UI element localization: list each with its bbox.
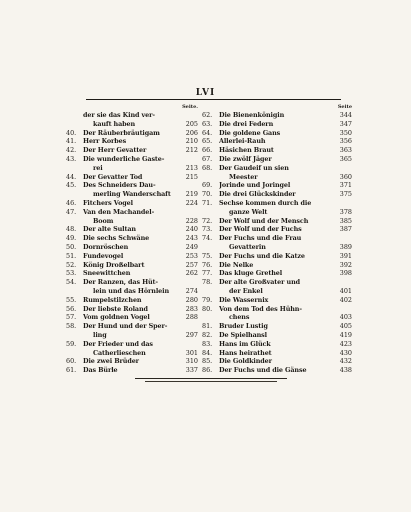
toc-entry — [66, 287, 198, 296]
toc-entry — [202, 313, 352, 322]
footer-rule-thin — [145, 381, 277, 382]
toc-entry-title: Herr Korbes — [83, 137, 127, 146]
toc-entry — [202, 199, 352, 208]
toc-entry — [202, 155, 352, 164]
toc-entry-title: Der liebste Roland — [83, 304, 148, 313]
toc-entry — [202, 366, 352, 375]
header-rule — [86, 99, 341, 100]
toc-entry-page: 213 — [185, 163, 198, 172]
toc-entry-number: 40. — [66, 128, 77, 137]
toc-entry-title: Häsichen Braut — [219, 146, 274, 155]
toc-entry-title: Die Goldkinder — [219, 357, 272, 366]
toc-entry-page: 360 — [339, 172, 352, 181]
toc-entry-number: 54. — [66, 278, 77, 287]
toc-entry-page: 405 — [339, 322, 352, 331]
toc-entry-title: De Spielhansl — [219, 330, 267, 339]
toc-entry-title: der sie das Kind ver- — [83, 111, 155, 119]
toc-entry-title: Die Bienenkönigin — [219, 111, 285, 119]
toc-entry — [66, 349, 198, 358]
toc-entry-page: 274 — [185, 286, 198, 295]
toc-entry-number: 68. — [202, 163, 213, 172]
toc-entry-title: Die drei Glückskinder — [219, 190, 296, 199]
toc-entry-number: 56. — [66, 304, 77, 313]
toc-entry — [66, 146, 198, 155]
toc-entry-number: 63. — [202, 119, 213, 128]
toc-entry-number: 48. — [66, 225, 77, 234]
toc-entry-page: 310 — [185, 357, 198, 366]
toc-entry-number: 75. — [202, 251, 213, 260]
toc-entry — [202, 349, 352, 358]
toc-entry-title: rei — [93, 163, 103, 172]
toc-entry-page: 378 — [339, 207, 352, 216]
toc-entry-title: Der Frieder und das — [83, 339, 153, 348]
toc-entry-page: 210 — [185, 137, 198, 146]
toc-entry — [202, 129, 352, 138]
toc-entry-number: 72. — [202, 216, 213, 225]
toc-entry-page: 205 — [185, 119, 198, 128]
toc-entry — [66, 331, 198, 340]
toc-entry-page: 389 — [339, 242, 352, 251]
toc-entry-number: 71. — [202, 198, 213, 207]
toc-entry-number: 51. — [66, 251, 77, 260]
toc-entry — [202, 269, 352, 278]
toc-entry — [66, 137, 198, 146]
toc-entry-title: Der Fuchs und die Katze — [219, 251, 305, 260]
toc-entry — [202, 164, 352, 173]
toc-entry-title: Der Wolf und der Fuchs — [219, 225, 302, 234]
toc-entry-title: Die zwei Brüder — [83, 357, 139, 366]
toc-entry-title: der Enkel — [229, 286, 263, 295]
toc-entry-number: 79. — [202, 295, 213, 304]
toc-entry-title: Rumpelstilzchen — [83, 295, 142, 304]
toc-entry-title: Die wunderliche Gaste- — [83, 154, 165, 163]
toc-entry-page: 253 — [185, 251, 198, 260]
toc-entry — [66, 269, 198, 278]
toc-entry — [202, 120, 352, 129]
toc-entry — [202, 287, 352, 296]
toc-entry — [66, 181, 198, 190]
toc-entry-page: 344 — [339, 111, 352, 119]
page-column-header: Seite. — [182, 104, 198, 110]
toc-entry — [202, 111, 352, 120]
page-number: LVI — [195, 88, 216, 98]
toc-entry — [202, 243, 352, 252]
toc-entry-title: Van den Machandel- — [83, 207, 155, 216]
toc-entry — [66, 208, 198, 217]
toc-entry-page: 206 — [185, 128, 198, 137]
toc-entry-page: 288 — [185, 313, 198, 322]
toc-entry-title: Sechse kommen durch die — [219, 198, 312, 207]
toc-list-left — [66, 111, 198, 375]
toc-entry-page: 391 — [339, 251, 352, 260]
toc-entry — [202, 331, 352, 340]
toc-entry-number: 55. — [66, 295, 77, 304]
toc-entry-page: 371 — [339, 181, 352, 190]
toc-entry-page: 350 — [339, 128, 352, 137]
toc-entry — [202, 305, 352, 314]
toc-entry-title: Dornröschen — [83, 242, 129, 251]
toc-entry-number: 50. — [66, 242, 77, 251]
toc-entry-page: 401 — [339, 286, 352, 295]
toc-entry-number: 49. — [66, 234, 77, 243]
toc-entry-page: 392 — [339, 260, 352, 269]
toc-entry — [66, 120, 198, 129]
toc-entry — [202, 217, 352, 226]
toc-entry — [202, 296, 352, 305]
toc-entry — [202, 234, 352, 243]
toc-entry-page: 347 — [339, 119, 352, 128]
toc-entry-page: 249 — [185, 242, 198, 251]
toc-entry-title: Der Fuchs und die Gänse — [219, 366, 307, 375]
toc-entry-title: Der Fuchs und die Frau — [219, 234, 302, 243]
toc-entry-title: Der Räuberbräutigam — [83, 128, 160, 137]
toc-entry — [202, 322, 352, 331]
toc-entry-title: Der Gaudeif un sien — [219, 163, 289, 172]
toc-entry-page: 297 — [185, 330, 198, 339]
toc-entry-title: Hans heirathet — [219, 348, 272, 357]
toc-entry — [66, 313, 198, 322]
toc-entry-title: kauft haben — [93, 119, 136, 128]
toc-entry-page: 215 — [185, 172, 198, 181]
toc-entry-number: 76. — [202, 260, 213, 269]
toc-entry-page: 363 — [339, 146, 352, 155]
toc-entry-title: Die Wassernix — [219, 295, 269, 304]
toc-entry — [202, 340, 352, 349]
toc-entry — [66, 173, 198, 182]
toc-entry-page: 228 — [185, 216, 198, 225]
toc-entry — [66, 164, 198, 173]
toc-entry-title: Der alte Sultan — [83, 225, 136, 234]
toc-entry-number: 44. — [66, 172, 77, 181]
toc-entry-title: Die sechs Schwäne — [83, 234, 150, 243]
toc-entry — [202, 173, 352, 182]
toc-entry-page: 243 — [185, 234, 198, 243]
toc-entry-number: 84. — [202, 348, 213, 357]
toc-entry-title: Die Nelke — [219, 260, 254, 269]
toc-entry — [66, 296, 198, 305]
toc-entry-number: 45. — [66, 181, 77, 190]
toc-entry-page: 337 — [185, 366, 198, 375]
toc-entry-page: 398 — [339, 269, 352, 278]
toc-entry-number: 78. — [202, 278, 213, 287]
toc-entry-page: 430 — [339, 348, 352, 357]
toc-entry — [202, 357, 352, 366]
toc-entry-page: 257 — [185, 260, 198, 269]
toc-entry-title: Der Herr Gevatter — [83, 146, 147, 155]
toc-entry-number: 59. — [66, 339, 77, 348]
toc-entry-page: 365 — [339, 154, 352, 163]
toc-entry — [202, 146, 352, 155]
toc-entry-number: 67. — [202, 154, 213, 163]
toc-entry-number: 65. — [202, 137, 213, 146]
toc-entry-number: 82. — [202, 330, 213, 339]
toc-entry-number: 58. — [66, 322, 77, 331]
toc-entry-number: 62. — [202, 111, 213, 119]
toc-entry-page: 403 — [339, 313, 352, 322]
toc-entry-page: 356 — [339, 137, 352, 146]
toc-entry — [66, 278, 198, 287]
toc-entry-page: 301 — [185, 348, 198, 357]
toc-entry — [66, 322, 198, 331]
toc-entry — [66, 155, 198, 164]
toc-entry — [66, 252, 198, 261]
toc-entry-number: 60. — [66, 357, 77, 366]
toc-entry-title: Jorinde und Joringel — [219, 181, 291, 190]
toc-entry — [66, 225, 198, 234]
toc-entry-title: ganze Welt — [229, 207, 268, 216]
toc-entry-title: Hans im Glück — [219, 339, 271, 348]
toc-entry-title: ling — [93, 330, 107, 339]
toc-entry-title: Das kluge Grethel — [219, 269, 283, 278]
toc-entry-number: 52. — [66, 260, 77, 269]
toc-entry-number: 69. — [202, 181, 213, 190]
toc-entry — [202, 208, 352, 217]
toc-entry-page: 423 — [339, 339, 352, 348]
toc-entry-title: Vom goldnen Vogel — [83, 313, 150, 322]
toc-entry-number: 80. — [202, 304, 213, 313]
toc-entry — [66, 366, 198, 375]
toc-entry-number: 61. — [66, 366, 77, 375]
toc-entry-page: 283 — [185, 304, 198, 313]
toc-entry-page: 224 — [185, 198, 198, 207]
toc-entry-number: 57. — [66, 313, 77, 322]
toc-entry — [202, 261, 352, 270]
toc-entry-page: 438 — [339, 366, 352, 375]
toc-entry-number: 70. — [202, 190, 213, 199]
toc-entry — [66, 340, 198, 349]
toc-entry-number: 42. — [66, 146, 77, 155]
toc-entry-title: Die drei Federn — [219, 119, 274, 128]
toc-entry-page: 212 — [185, 146, 198, 155]
toc-entry — [202, 190, 352, 199]
toc-entry-number: 41. — [66, 137, 77, 146]
toc-entry-number: 86. — [202, 366, 213, 375]
toc-entry-title: Catherlieschen — [93, 348, 146, 357]
toc-entry-page: 280 — [185, 295, 198, 304]
toc-entry-title: Von dem Tod des Hühn- — [219, 304, 302, 313]
toc-entry-title: lein und das Hörnlein — [93, 286, 169, 295]
toc-entry — [66, 357, 198, 366]
toc-entry — [66, 243, 198, 252]
toc-entry-title: Fundevogel — [83, 251, 124, 260]
toc-entry-title: Der Gevatter Tod — [83, 172, 143, 181]
toc-entry — [202, 181, 352, 190]
toc-entry — [66, 111, 198, 120]
toc-entry — [66, 305, 198, 314]
toc-entry-title: merling Wanderschaft — [93, 190, 171, 199]
toc-entry-page: 402 — [339, 295, 352, 304]
toc-entry-title: Der Wolf und der Mensch — [219, 216, 309, 225]
toc-entry-page: 432 — [339, 357, 352, 366]
toc-entry — [202, 252, 352, 261]
toc-entry-title: König Droßelbart — [83, 260, 145, 269]
toc-entry-number: 77. — [202, 269, 213, 278]
toc-entry-number: 64. — [202, 128, 213, 137]
footer-rule — [135, 378, 287, 379]
toc-entry-number: 53. — [66, 269, 77, 278]
toc-entry — [202, 225, 352, 234]
toc-entry-number: 73. — [202, 225, 213, 234]
toc-entry-title: Allerlei-Rauh — [219, 137, 266, 146]
toc-entry-number: 74. — [202, 234, 213, 243]
toc-entry-number: 43. — [66, 154, 77, 163]
toc-entry — [66, 199, 198, 208]
toc-entry-title: Fitchers Vogel — [83, 198, 133, 207]
toc-entry-page: 375 — [339, 190, 352, 199]
toc-list-right — [202, 111, 352, 375]
toc-entry-title: Das Bürle — [83, 366, 118, 375]
toc-entry-title: Des Schneiders Dau- — [83, 181, 156, 190]
toc-entry-title: Der alte Großvater und — [219, 278, 300, 287]
toc-entry-number: 47. — [66, 207, 77, 216]
toc-entry-title: Boom — [93, 216, 114, 225]
toc-entry — [66, 190, 198, 199]
toc-entry-number: 83. — [202, 339, 213, 348]
toc-entry-title: chens — [229, 313, 250, 322]
toc-entry-number: 46. — [66, 198, 77, 207]
toc-entry-title: Sneewittchen — [83, 269, 131, 278]
toc-entry — [66, 129, 198, 138]
toc-entry — [202, 137, 352, 146]
toc-entry-page: 219 — [185, 190, 198, 199]
toc-entry-number: 85. — [202, 357, 213, 366]
toc-entry-title: Gevatterin — [229, 242, 266, 251]
toc-entry-title: Der Ranzen, das Hüt- — [83, 278, 158, 287]
toc-entry-title: Die goldene Gans — [219, 128, 281, 137]
toc-entry-page: 387 — [339, 225, 352, 234]
toc-entry — [66, 234, 198, 243]
toc-entry — [66, 217, 198, 226]
toc-entry — [66, 261, 198, 270]
toc-entry — [202, 278, 352, 287]
toc-entry-title: Bruder Lustig — [219, 322, 268, 331]
toc-entry-number: 66. — [202, 146, 213, 155]
toc-entry-title: Der Hund und der Sper- — [83, 322, 168, 331]
toc-entry-title: Die zwölf Jäger — [219, 154, 272, 163]
toc-entry-title: Meester — [229, 172, 258, 181]
toc-entry-page: 419 — [339, 330, 352, 339]
page-column-header: Seite — [337, 104, 352, 110]
toc-entry-page: 385 — [339, 216, 352, 225]
toc-entry-number: 81. — [202, 322, 213, 331]
toc-entry-page: 240 — [185, 225, 198, 234]
toc-entry-page: 262 — [185, 269, 198, 278]
